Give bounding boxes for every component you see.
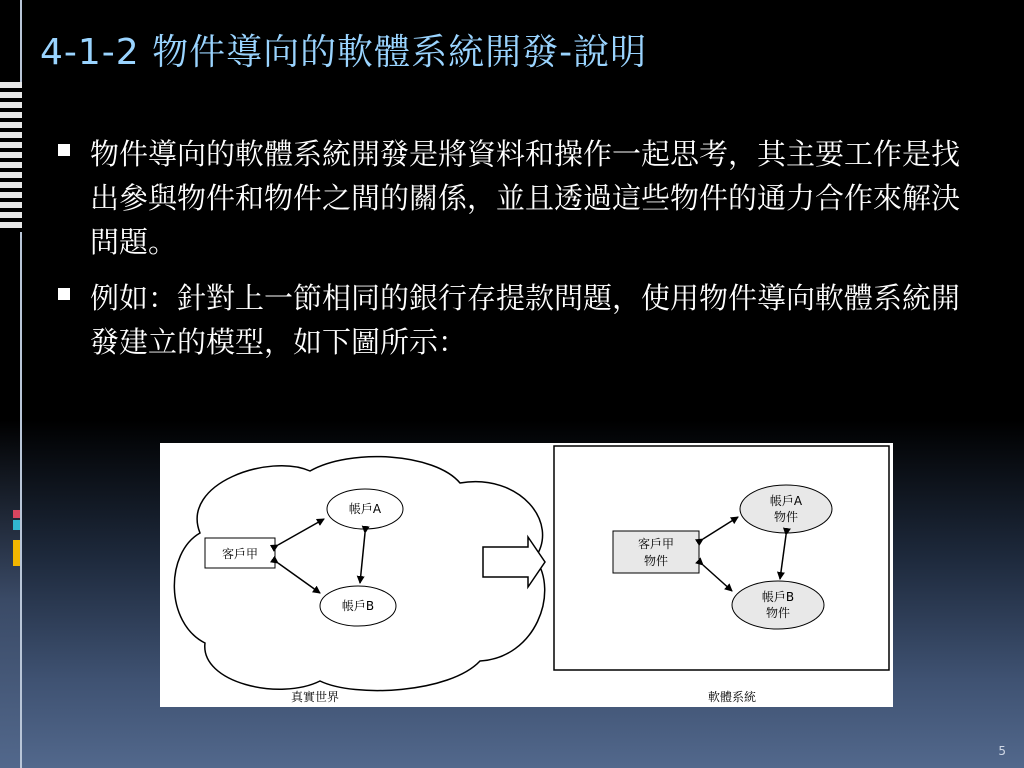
- account-a-object-sublabel: 物件: [773, 510, 799, 524]
- account-a-object-label: 帳戶A: [769, 494, 803, 508]
- bullet-square-icon: [58, 144, 70, 156]
- bullet-text: 例如：針對上一節相同的銀行存提款問題，使用物件導向軟體系統開發建立的模型，如下圖所示：: [90, 281, 961, 359]
- real-world-caption: 真實世界: [290, 690, 340, 704]
- page-number: 5: [998, 744, 1006, 758]
- account-a-object-ellipse: [740, 485, 832, 533]
- slide-content: [58, 132, 988, 376]
- account-b-object-ellipse: [732, 581, 824, 629]
- account-b-object-sublabel: 物件: [765, 606, 791, 620]
- red-accent-bar: [13, 510, 20, 518]
- model-diagram: [160, 443, 893, 707]
- bullet-text: 物件導向的軟體系統開發是將資料和操作一起思考，其主要工作是找出參與物件和物件之間的關係，並且透過這些物件的通力合作來解決問題。: [90, 137, 961, 259]
- bullet-item: [58, 132, 988, 264]
- account-a-label: 帳戶A: [348, 502, 382, 516]
- software-caption: 軟體系統: [707, 690, 757, 704]
- account-b-label: 帳戶B: [341, 599, 375, 613]
- title-decoration: [0, 82, 22, 232]
- cyan-accent-bar: [13, 520, 20, 530]
- customer-object-label: 客戶甲: [637, 537, 675, 551]
- bullet-item: [58, 276, 988, 364]
- bullet-square-icon: [58, 288, 70, 300]
- account-b-object-label: 帳戶B: [761, 590, 795, 604]
- yellow-accent-bar: [13, 540, 20, 566]
- model-figure: [160, 443, 893, 707]
- customer-label: 客戶甲: [221, 547, 259, 561]
- customer-object-sublabel: 物件: [643, 554, 669, 568]
- slide-title: 4-1-2 物件導向的軟體系統開發-說明: [40, 32, 648, 73]
- software-panel: [554, 446, 889, 670]
